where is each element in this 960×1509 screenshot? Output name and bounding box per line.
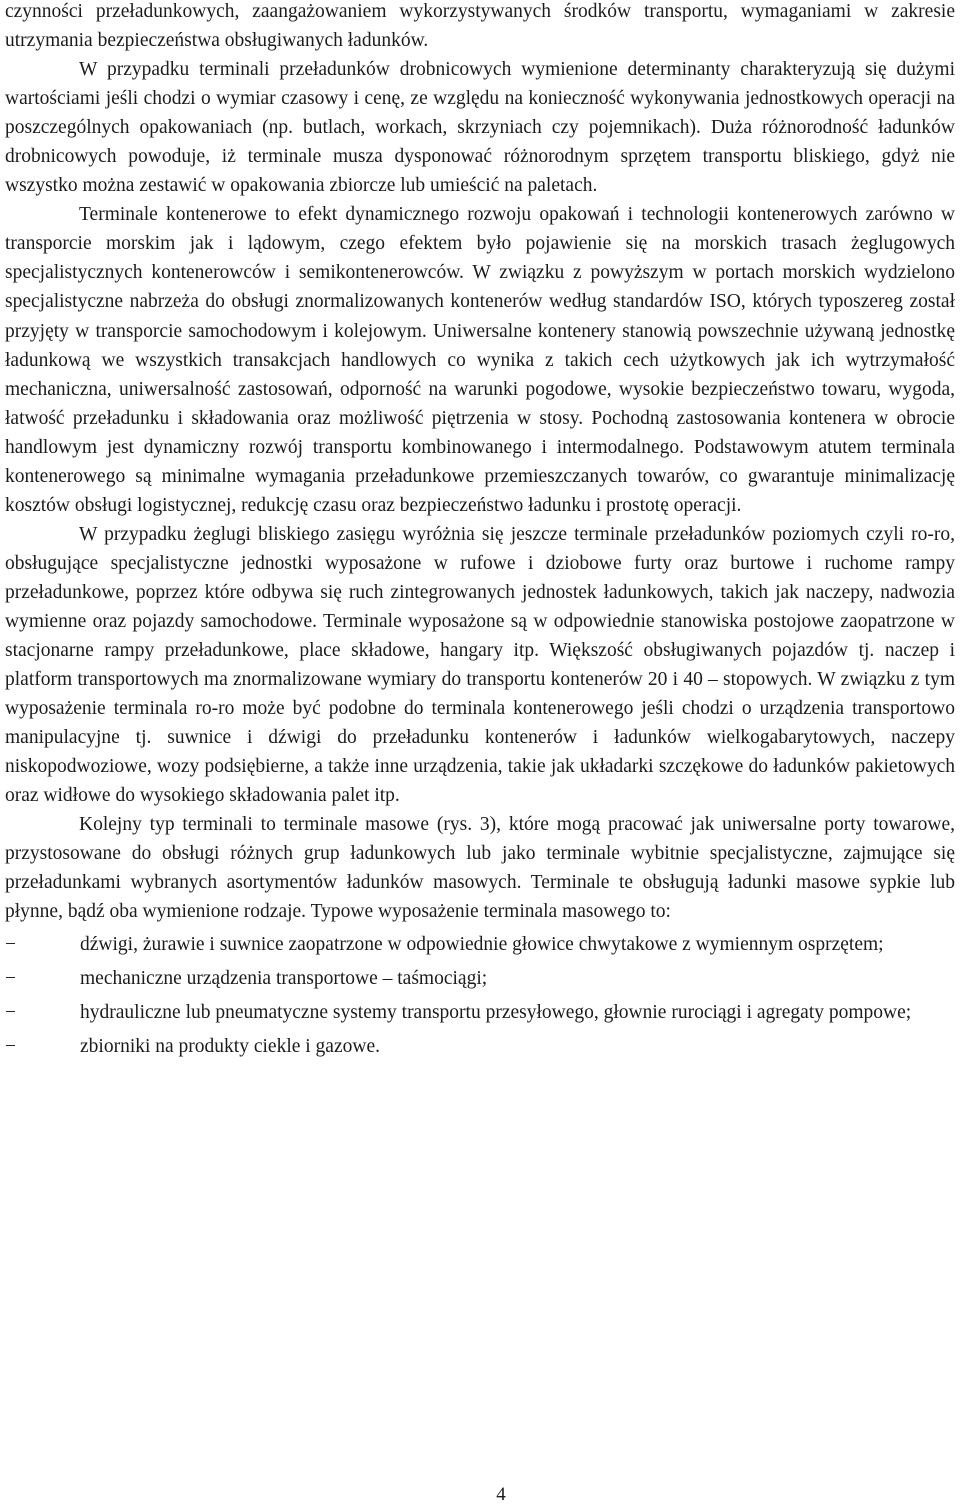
paragraph-kontenerowe: Terminale kontenerowe to efekt dynamicznego rozwoju opakowań i technologii kontenerowych zarówno w transporcie morskim jak i lądowym, czego efektem było pojawienie się na morskich trasach żeglugowych specjalistycznych kontenerowców i semikontenerowców. W związku z powyższym w portach morskich wydzielono specjalistyczne nabrzeża do obsługi znormalizowanych kontenerów według standardów ISO, których typoszereg został przyjęty w transporcie samochodowym i kolejowym. Uniwersalne kontenery stanowią powszechnie używaną jednostkę ładunkową we wszystkich transakcjach handlowych co wynika z takich cech użytkowych jak ich wytrzymałość mechaniczna, uniwersalność zastosowań, odporność na warunki pogodowe, wysokie bezpieczeństwo towaru, wygoda, łatwość przeładunku i składowania oraz możliwość piętrzenia w stosy. Pochodną zastosowania kontenera w obrocie handlowym jest dynamiczny rozwój transportu kombinowanego i intermodalnego. Podstawowym atutem terminala kontenerowego są minimalne wymagania przeładunkowe przemieszczanych towarów, co gwarantuje minimalizację kosztów obsługi logistycznej, redukcję czasu oraz bezpieczeństwo ładunku i prostotę operacji. [5,204,955,516]
body-text [5,0,955,1063]
list-item [5,963,955,995]
list-item-text: hydrauliczne lub pneumatyczne systemy transportu przesyłowego, głownie rurociągi i agregaty pompowe; [80,1001,912,1023]
bullet-dash: − [5,933,16,955]
list-item-text: zbiorniki na produkty ciekle i gazowe. [80,1035,380,1057]
bullet-dash: − [5,967,16,989]
bullet-dash: − [5,1001,16,1023]
equipment-list [5,929,955,1063]
bullet-dash: − [5,1035,16,1057]
paragraph-drobnica: W przypadku terminali przeładunków drobnicowych wymienione determinanty charakteryzują się dużymi wartościami jeśli chodzi o wymiar czasowy i cenę, ze względu na konieczność wykonywania jednostkowych operacji na poszczególnych opakowaniach (np. butlach, workach, skrzyniach czy pojemnikach). Duża różnorodność ładunków drobnicowych powoduje, iż terminale musza dysponować różnorodnym sprzętem transportu bliskiego, gdyż nie wszystko można zestawić w opakowania zbiorcze lub umieścić na paletach. [5,59,955,197]
page-number: 4 [496,1484,506,1505]
paragraph-ro-ro: W przypadku żeglugi bliskiego zasięgu wyróżnia się jeszcze terminale przeładunków poziomych czyli ro-ro, obsługujące specjalistyczne jednostki wyposażone w rufowe i dziobowe furty oraz burtowe i ruchome rampy przeładunkowe, poprzez które odbywa się ruch zintegrowanych jednostek ładunkowych, takich jak naczepy, nadwozia wymienne oraz pojazdy samochodowe. Terminale wyposażone są w odpowiednie stanowiska postojowe zaopatrzone w stacjonarne rampy przeładunkowe, place składowe, hangary itp. Większość obsługiwanych pojazdów tj. naczep i platform transportowych ma znormalizowane wymiary do transportu kontenerów 20 i 40 – stopowych. W związku z tym wyposażenie terminala ro-ro może być podobne do terminala kontenerowego jeśli chodzi o urządzenia transportowo manipulacyjne tj. suwnice i dźwigi do przeładunku kontenerów i ładunków wielkogabarytowych, naczepy niskopodwoziowe, wozy podsiębierne, a także inne urządzenia, takie jak układarki szczękowe do ładunków pakietowych oraz widłowe do wysokiego składowania palet itp. [5,523,955,807]
paragraph-continuation: czynności przeładunkowych, zaangażowaniem wykorzystywanych środków transportu, wymaganiami w zakresie utrzymania bezpieczeństwa obsługiwanych ładunków. [5,1,955,52]
list-item-text: mechaniczne urządzenia transportowe – taśmociągi; [80,967,488,989]
list-item [5,929,955,961]
list-item [5,997,955,1029]
paragraph-masowe: Kolejny typ terminali to terminale masowe (rys. 3), które mogą pracować jak uniwersalne porty towarowe, przystosowane do obsługi różnych grup ładunkowych lub jako terminale wybitnie specjalistyczne, zajmujące się przeładunkami wybranych asortymentów ładunków masowych. Terminale te obsługują ładunki masowe sypkie lub płynne, bądź oba wymienione rodzaje. Typowe wyposażenie terminala masowego to: [5,814,955,923]
list-item-text: dźwigi, żurawie i suwnice zaopatrzone w odpowiednie głowice chwytakowe z wymiennym osprzętem; [80,933,884,955]
list-item [5,1031,955,1063]
